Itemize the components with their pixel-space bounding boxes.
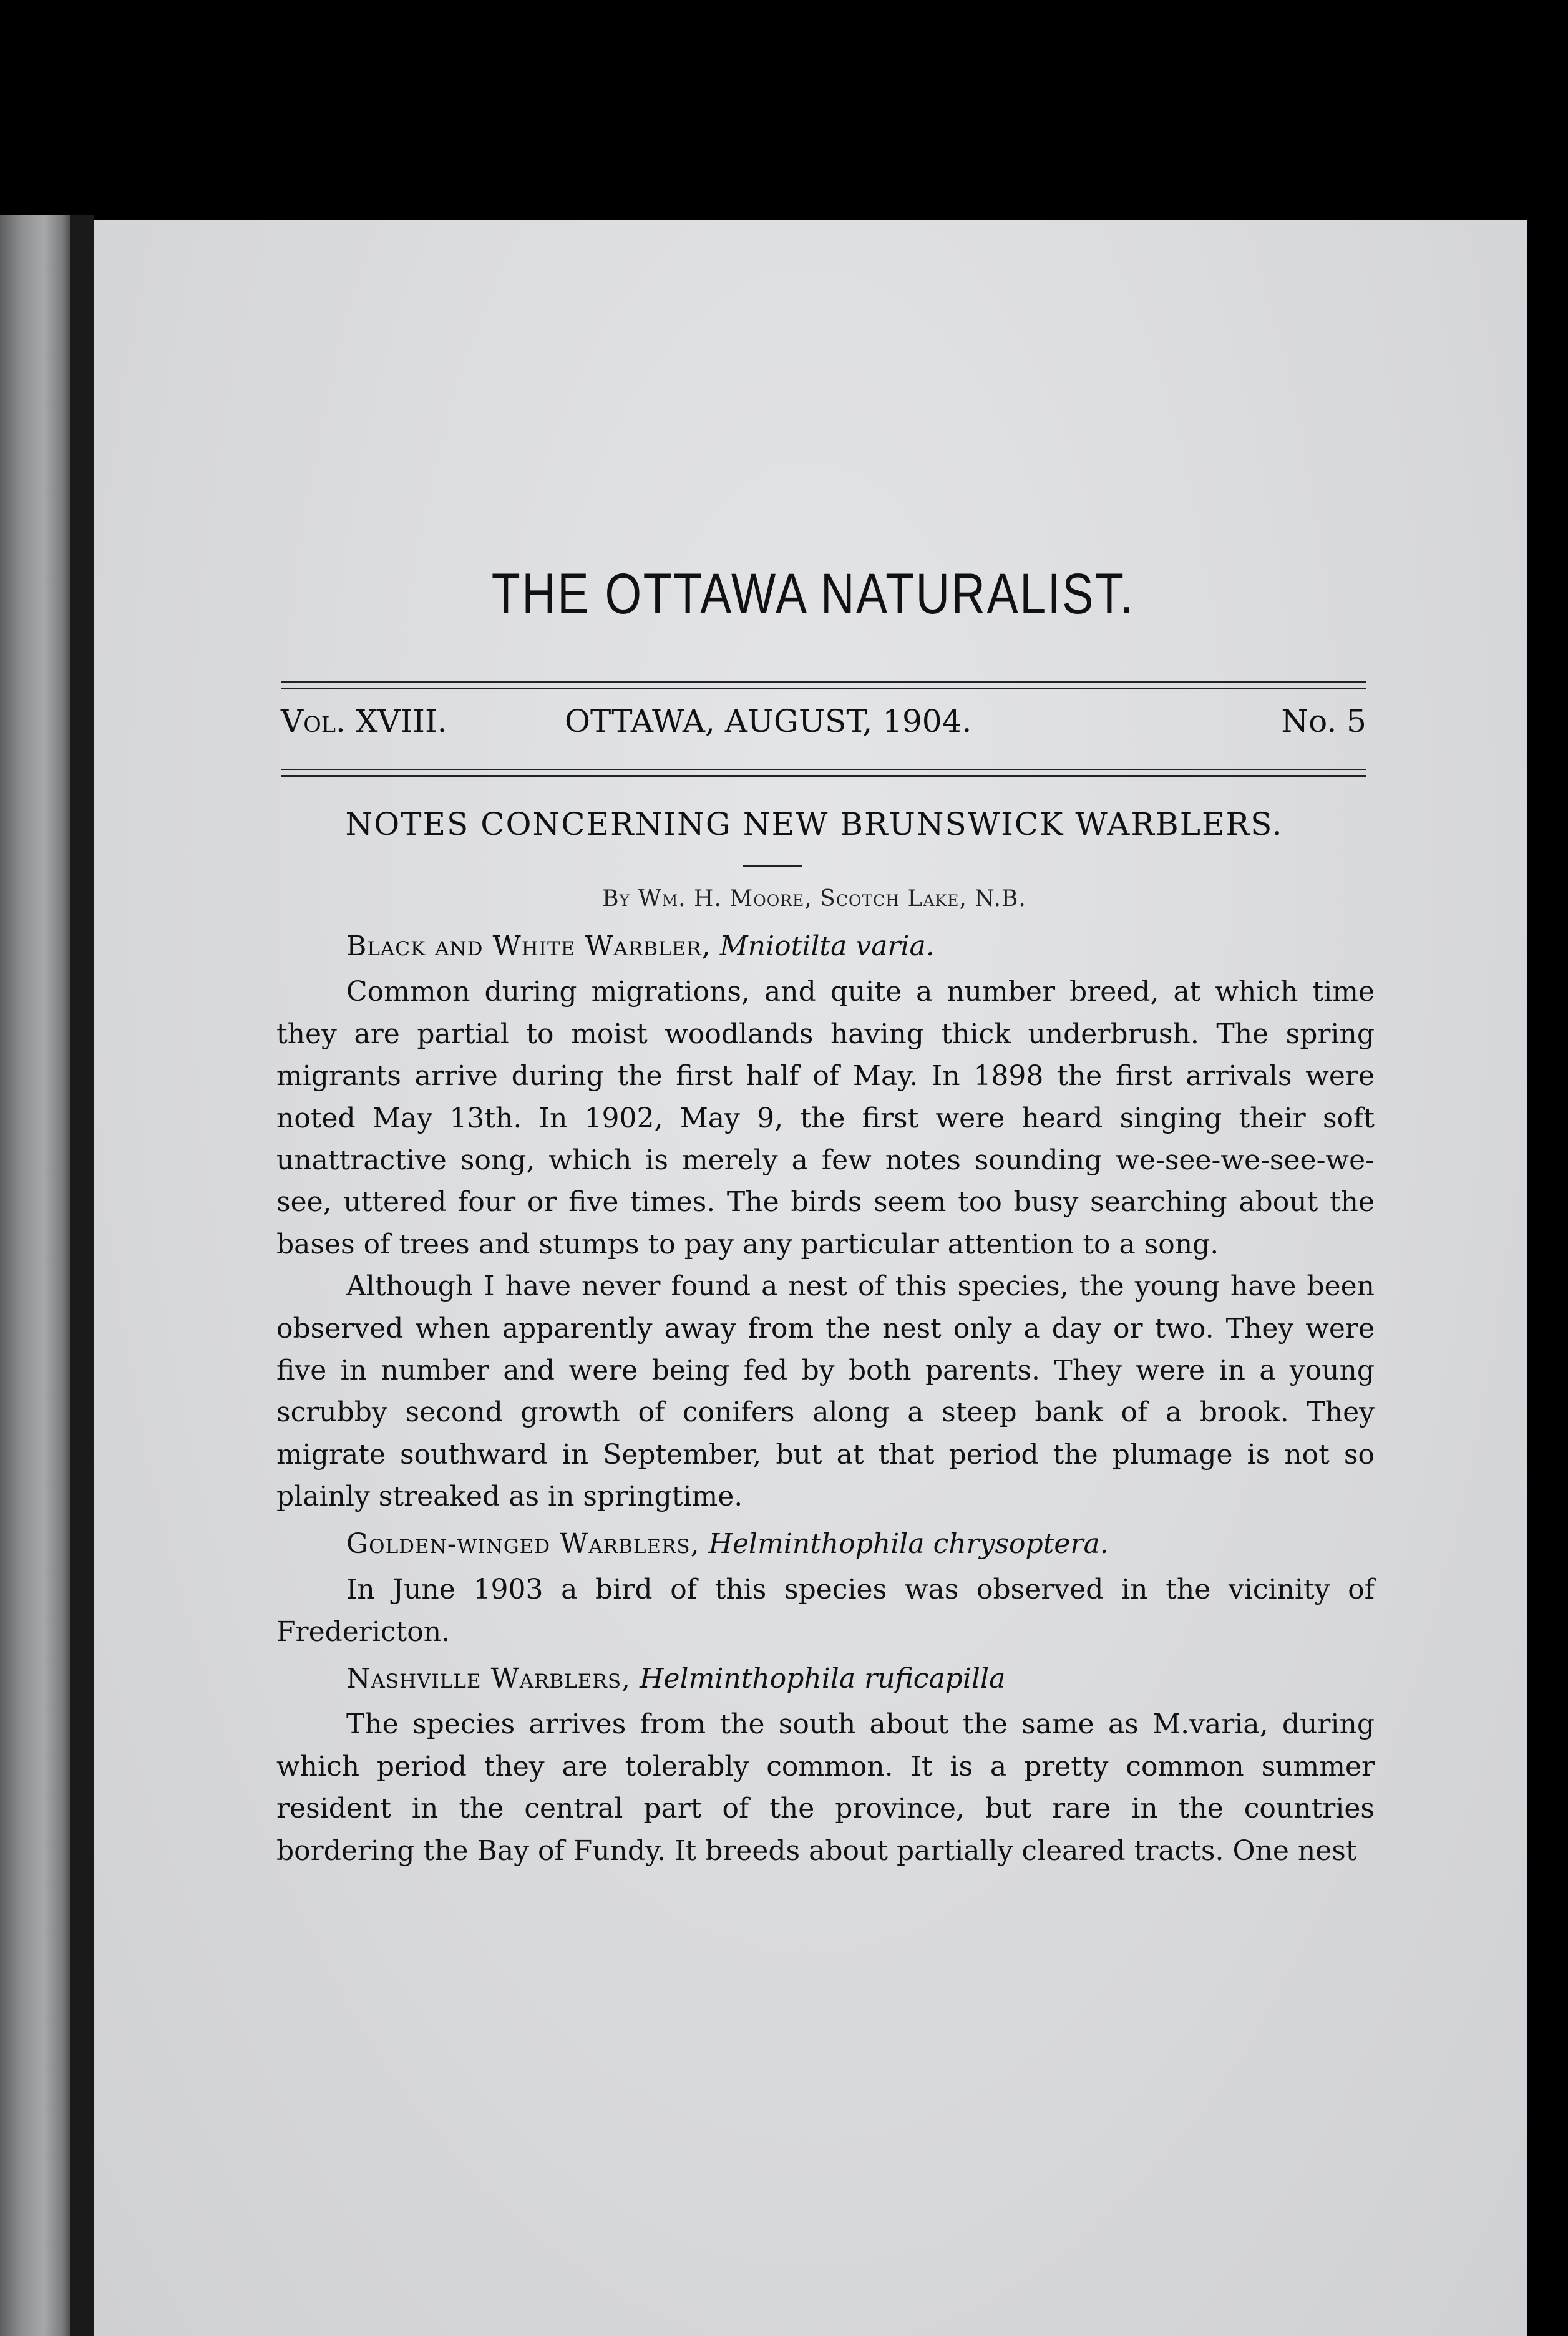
species-heading xyxy=(276,925,1375,967)
header-rule-top-thin xyxy=(281,688,1366,689)
article-title: NOTES CONCERNING NEW BRUNSWICK WARBLERS. xyxy=(345,806,1283,842)
species-heading xyxy=(276,1658,1375,1700)
book-spine xyxy=(0,215,74,2336)
paragraph: In June 1903 a bird of this species was observed in the vicinity of Fredericton. xyxy=(276,1574,1375,1648)
species-heading xyxy=(276,1523,1375,1565)
header-rule-bottom-thin xyxy=(281,769,1366,770)
place-date: OTTAWA, AUGUST, 1904. xyxy=(565,703,972,739)
journal-page xyxy=(94,220,1527,2336)
header-rule-bottom xyxy=(281,775,1366,777)
page-edge-shadow xyxy=(70,215,94,2336)
species-latin-name: Mniotilta varia. xyxy=(719,930,935,962)
header-rule-top xyxy=(281,681,1366,683)
paragraph: Although I have never found a nest of this species, the young have been observed when apparently away from the nest only a day or two. They were five in number and were being fed by both parents. They were in a young scrubby second growth of conifers along a steep bank of a brook. They migrate southward in September, but at that period the plumage is not so plainly streaked as in springtime. xyxy=(276,1270,1375,1513)
species-latin-name: Helminthophila ruficapilla xyxy=(640,1662,1006,1695)
journal-masthead: THE OTTAWA NATURALIST. xyxy=(491,562,1135,626)
paragraph: Common during migrations, and quite a number breed, at which time they are partial to moist woodlands having thick underbrush. The spring migrants arrive during the first half of May. In 1898 the first arrivals were noted May 13th. In 1902, May 9, the first were heard singing their soft unattractive song, which is merely a few notes sounding we-see-we-see-we-see, uttered four or five times. The birds seem too busy searching about the bases of trees and stumps to pay any particular attention to a song. xyxy=(276,976,1375,1260)
species-common-name: Golden-winged Warblers, xyxy=(346,1527,700,1560)
article-byline: By Wm. H. Moore, Scotch Lake, N.B. xyxy=(602,886,1026,912)
issue-line xyxy=(281,703,1366,753)
species-common-name: Nashville Warblers, xyxy=(346,1662,631,1695)
species-common-name: Black and White Warbler, xyxy=(346,930,711,962)
issue-number: No. 5 xyxy=(1281,703,1366,739)
article-body xyxy=(276,922,1375,1872)
title-divider xyxy=(743,865,802,867)
volume-label: Vol. XVIII. xyxy=(281,703,447,739)
species-latin-name: Helminthophila chrysoptera. xyxy=(708,1527,1109,1560)
paragraph: The species arrives from the south about the same as M.varia, during which period they are tolerably common. It is a pretty common summer resident in the central part of the province, but rare in the countries bordering the Bay of Fundy. It breeds about partially cleared tracts. One nest xyxy=(276,1708,1375,1867)
